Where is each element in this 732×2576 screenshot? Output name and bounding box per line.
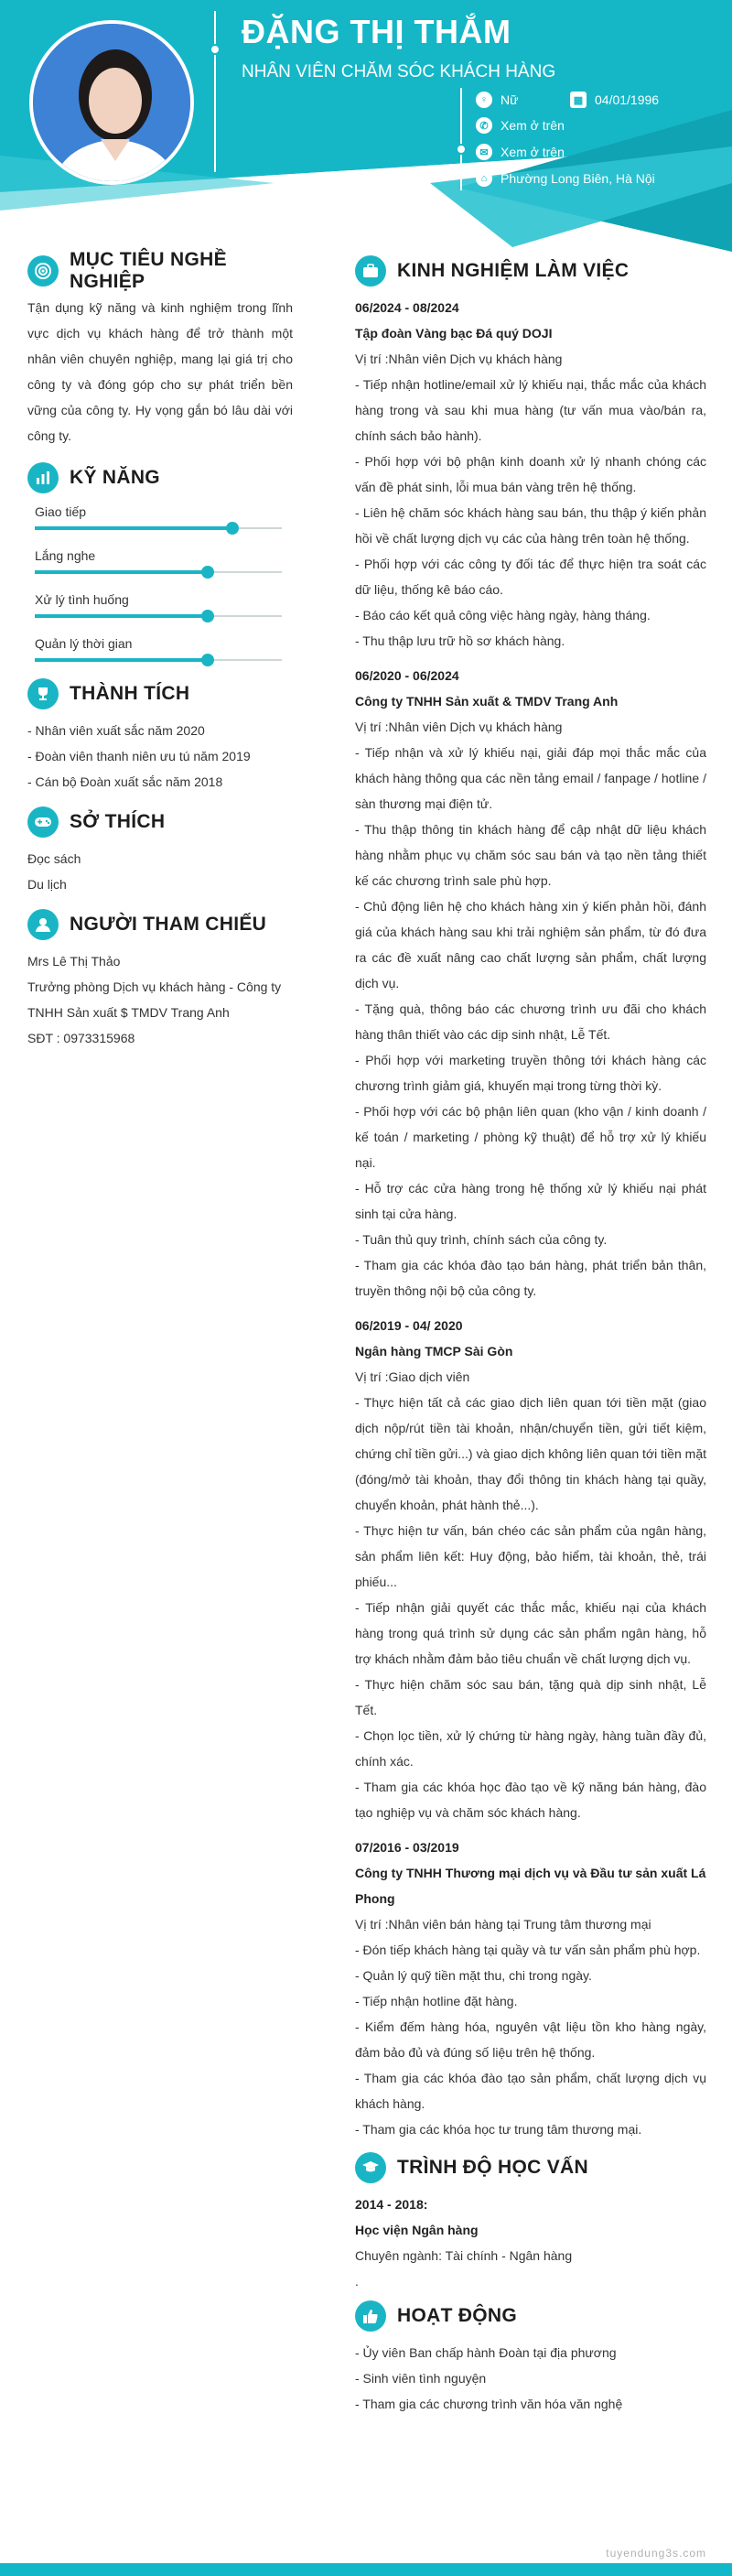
job-duty: - Báo cáo kết quả công việc hàng ngày, hàng tháng. <box>355 608 651 622</box>
skill-item <box>35 633 293 666</box>
job-period: 06/2019 - 04/ 2020 <box>355 1318 463 1333</box>
job-role: Vị trí :Nhân viên Dịch vụ khách hàng <box>355 352 563 366</box>
job-role: Vị trí :Nhân viên bán hàng tại Trung tâm thương mại <box>355 1917 651 1932</box>
skills-title: KỸ NĂNG <box>70 467 160 488</box>
award-item: - Nhân viên xuất sắc năm 2020 <box>27 723 205 738</box>
skills-section <box>27 461 293 666</box>
job-duty: - Thực hiện chăm sóc sau bán, tặng quà dịp sinh nhật, Lễ Tết. <box>355 1677 706 1717</box>
skill-level-knob <box>201 654 214 666</box>
skill-item <box>35 546 293 579</box>
dob-value: 04/01/1996 <box>595 92 660 107</box>
gamepad-icon <box>27 806 59 838</box>
skill-label: Xử lý tình huống <box>35 592 129 607</box>
job-duty: - Tham gia các khóa đào tạo bán hàng, phát triển bản thân, truyền thông nội bộ của công ty. <box>355 1258 706 1298</box>
activities-section <box>355 2300 706 2417</box>
skill-level-knob <box>201 566 214 579</box>
job-company: Tập đoàn Vàng bạc Đá quý DOJI <box>355 326 553 341</box>
education-section <box>355 2151 706 2294</box>
objective-title: MỤC TIÊU NGHỀ NGHIỆP <box>70 249 227 292</box>
briefcase-icon <box>355 255 386 287</box>
education-title: TRÌNH ĐỘ HỌC VẤN <box>397 2157 588 2178</box>
address-row <box>476 170 655 187</box>
job-duty: - Thu thập thông tin khách hàng để cập nhật dữ liệu khách hàng nhằm phục vụ chăm sóc sau bán và tạo nền tảng thiết kế các chương trình sale phù hợp. <box>355 822 706 888</box>
hobbies-title: SỞ THÍCH <box>70 811 166 832</box>
phone-icon: ✆ <box>476 117 492 134</box>
job-entry <box>355 1835 706 2142</box>
job-duty: - Tặng quà, thông báo các chương trình ưu đãi cho khách hàng thân thiết vào các dịp sinh nhật, Lễ Tết. <box>355 1001 706 1042</box>
skill-level-bar <box>35 522 282 535</box>
footer-band <box>0 2563 732 2576</box>
job-duty: - Kiểm đếm hàng hóa, nguyên vật liệu tồn kho hàng ngày, đảm bảo đủ và đúng số liệu trên hệ thống. <box>355 2019 706 2060</box>
skill-level-bar <box>35 654 282 666</box>
job-duty: - Tiếp nhận hotline/email xử lý khiếu nại, thắc mắc của khách hàng trong và sau khi mua hàng (tư vấn mua vào/bán ra, chính sách bảo hành). <box>355 377 706 443</box>
job-duty: - Tham gia các khóa học tư trung tâm thương mại. <box>355 2122 642 2137</box>
right-column <box>355 254 706 2417</box>
job-period: 07/2016 - 03/2019 <box>355 1840 459 1855</box>
job-duty: - Liên hệ chăm sóc khách hàng sau bán, thu thập ý kiến phản hồi về chất lượng dịch vụ các của hàng trên toàn hệ thống. <box>355 505 706 546</box>
trophy-icon <box>27 678 59 709</box>
location-pin-icon: ⌂ <box>476 170 492 187</box>
education-major: Chuyên ngành: Tài chính - Ngân hàng <box>355 2248 573 2263</box>
job-duty: - Phối hợp với các bộ phận liên quan (kho vận / kinh doanh / kế toán / marketing / phòng kỹ thuật) để hỗ trợ xử lý khiếu nại. <box>355 1104 706 1170</box>
header-banner <box>0 0 732 256</box>
profile-title: NHÂN VIÊN CHĂM SÓC KHÁCH HÀNG <box>242 62 556 81</box>
activities-title: HOẠT ĐỘNG <box>397 2305 518 2326</box>
job-duty: - Đón tiếp khách hàng tại quầy và tư vấn sản phẩm phù hợp. <box>355 1943 701 1957</box>
reference-section <box>27 908 293 1051</box>
reference-title: NGƯỜI THAM CHIẾU <box>70 914 267 935</box>
skill-item <box>35 590 293 622</box>
reference-name: Mrs Lê Thị Thảo <box>27 954 121 969</box>
info-divider-dot <box>456 144 467 155</box>
job-duty: - Phối hợp với các công ty đối tác để thực hiện tra soát các dữ liệu, thống kê báo cáo. <box>355 557 706 597</box>
phone-row <box>476 117 565 134</box>
divider-dot <box>210 44 221 55</box>
calendar-icon: ▦ <box>570 92 587 108</box>
email-icon: ✉ <box>476 144 492 160</box>
education-period: 2014 - 2018: <box>355 2197 428 2212</box>
phone-value: Xem ở trên <box>501 118 565 133</box>
skill-level-bar <box>35 610 282 622</box>
job-duty: - Phối hợp với bộ phận kinh doanh xử lý nhanh chóng các vấn đề phát sinh, lỗi mua bán vàng trên hệ thống. <box>355 454 706 494</box>
job-company: Ngân hàng TMCP Sài Gòn <box>355 1344 513 1358</box>
skills-list <box>27 502 293 666</box>
job-duty: - Tham gia các khóa đào tạo sản phẩm, chất lượng dịch vụ khách hàng. <box>355 2071 706 2111</box>
job-period: 06/2024 - 08/2024 <box>355 300 459 315</box>
awards-section <box>27 677 293 795</box>
skill-item <box>35 502 293 535</box>
email-value: Xem ở trên <box>501 145 565 159</box>
job-entry <box>355 295 706 654</box>
job-duty: - Phối hợp với marketing truyền thông tới khách hàng các chương trình giảm giá, khuyến mại trong từng thời kỳ. <box>355 1053 706 1093</box>
job-duty: - Chủ động liên hệ cho khách hàng xin ý kiến phản hồi, đánh giá của khách hàng sau khi trải nghiệm sản phẩm, từ đó đưa ra các đề xuất nâng cao chất lượng sản phẩm, chất lượng dịch vụ. <box>355 899 706 990</box>
gender-value: Nữ <box>501 92 519 107</box>
job-duty: - Thu thập lưu trữ hồ sơ khách hàng. <box>355 633 565 648</box>
job-duty: - Quản lý quỹ tiền mặt thu, chi trong ngày. <box>355 1968 592 1983</box>
skill-label: Lắng nghe <box>35 548 96 563</box>
job-company: Công ty TNHH Thương mại dịch vụ và Đầu tư sản xuất Lá Phong <box>355 1866 706 1906</box>
skill-label: Quản lý thời gian <box>35 636 133 651</box>
job-company: Công ty TNHH Sản xuất & TMDV Trang Anh <box>355 694 619 709</box>
graduation-cap-icon <box>355 2152 386 2183</box>
dob-row <box>570 92 659 108</box>
job-entry <box>355 1313 706 1825</box>
job-duty: - Tiếp nhận và xử lý khiếu nại, giải đáp mọi thắc mắc của khách hàng thông qua các nền tảng email / fanpage / hotline / sàn thương mại điện tử. <box>355 745 706 811</box>
job-role: Vị trí :Nhân viên Dịch vụ khách hàng <box>355 720 563 734</box>
target-icon <box>27 255 59 287</box>
skill-level-bar <box>35 566 282 579</box>
job-duty: - Tiếp nhận giải quyết các thắc mắc, khiếu nại của khách hàng trong quá trình sử dụng các sản phẩm ngân hàng, hỗ trợ khách nhằm đảm bảo tiêu chuẩn về chất lượng dịch vụ. <box>355 1600 706 1666</box>
education-school: Học viện Ngân hàng <box>355 2223 479 2237</box>
skill-level-knob <box>201 610 214 622</box>
reference-phone: SĐT : 0973315968 <box>27 1031 135 1045</box>
reference-position: Trưởng phòng Dịch vụ khách hàng - Công ty TNHH Sản xuất $ TMDV Trang Anh <box>27 980 282 1020</box>
header-divider <box>214 11 216 172</box>
experience-section <box>355 254 706 2142</box>
activity-item: - Ủy viên Ban chấp hành Đoàn tại địa phương <box>355 2345 617 2360</box>
skill-label: Giao tiếp <box>35 504 87 519</box>
award-item: - Đoàn viên thanh niên ưu tú năm 2019 <box>27 749 251 763</box>
thumbs-up-icon <box>355 2300 386 2332</box>
job-period: 06/2020 - 06/2024 <box>355 668 459 683</box>
avatar <box>29 20 194 185</box>
hobby-item: Du lịch <box>27 877 67 892</box>
person-icon: ♀ <box>476 92 492 108</box>
job-duty: - Thực hiện tất cả các giao dịch liên quan tới tiền mặt (giao dịch nộp/rút tiền tài khoản, nhận/chuyển tiền, gửi tiết kiệm, chứng chỉ tiền gửi...) và giao dịch không liên quan tới tiền mặt (đóng/mở tài khoản, thay đổi thông tin khách hàng tại quầy, chuyển khoản, phát hành thẻ...). <box>355 1395 706 1512</box>
job-duty: - Tiếp nhận hotline đặt hàng. <box>355 1994 518 2008</box>
experience-title: KINH NGHIỆM LÀM VIỆC <box>397 260 630 281</box>
activity-item: - Sinh viên tình nguyện <box>355 2371 487 2386</box>
hobbies-section <box>27 806 293 897</box>
job-duty: - Chọn lọc tiền, xử lý chứng từ hàng ngày, hàng tuần đầy đủ, chính xác. <box>355 1728 706 1769</box>
address-value: Phường Long Biên, Hà Nội <box>501 171 655 186</box>
gender-row <box>476 92 518 108</box>
job-duty: - Tuân thủ quy trình, chính sách của công ty. <box>355 1232 608 1247</box>
award-item: - Cán bộ Đoàn xuất sắc năm 2018 <box>27 774 223 789</box>
hobby-item: Đọc sách <box>27 851 81 866</box>
job-duty: - Hỗ trợ các cửa hàng trong hệ thống xử lý khiếu nại phát sinh tại cửa hàng. <box>355 1181 706 1221</box>
job-duty: - Tham gia các khóa học đào tạo về kỹ năng bán hàng, đào tạo nghiệp vụ và chăm sóc khách hàng. <box>355 1780 706 1820</box>
objective-text: Tận dụng kỹ năng và kinh nghiệm trong lĩnh vực dịch vụ khách hàng để trở thành một nhân viên chuyên nghiệp, mang lại giá trị cho công ty và đóng góp cho sự phát triển bền vững của công ty. Hy vọng gắn bó lâu dài với công ty. <box>27 300 293 443</box>
awards-title: THÀNH TÍCH <box>70 683 190 704</box>
education-extra: . <box>355 2274 359 2289</box>
jobs-list <box>355 295 706 2142</box>
email-row <box>476 144 565 160</box>
activity-item: - Tham gia các chương trình văn hóa văn nghệ <box>355 2397 623 2411</box>
watermark: tuyendung3s.com <box>606 2547 706 2560</box>
left-column <box>27 249 293 1051</box>
profile-name: ĐẶNG THỊ THẮM <box>242 13 511 50</box>
job-duty: - Thực hiện tư vấn, bán chéo các sản phẩm của ngân hàng, sản phẩm liên kết: Huy động, bảo hiểm, tài khoản, thẻ, trái phiếu... <box>355 1523 706 1589</box>
skill-level-knob <box>226 522 239 535</box>
info-divider <box>460 88 462 190</box>
user-icon <box>27 909 59 940</box>
bar-chart-icon <box>27 462 59 493</box>
job-entry <box>355 663 706 1304</box>
job-role: Vị trí :Giao dịch viên <box>355 1369 470 1384</box>
objective-section <box>27 249 293 449</box>
